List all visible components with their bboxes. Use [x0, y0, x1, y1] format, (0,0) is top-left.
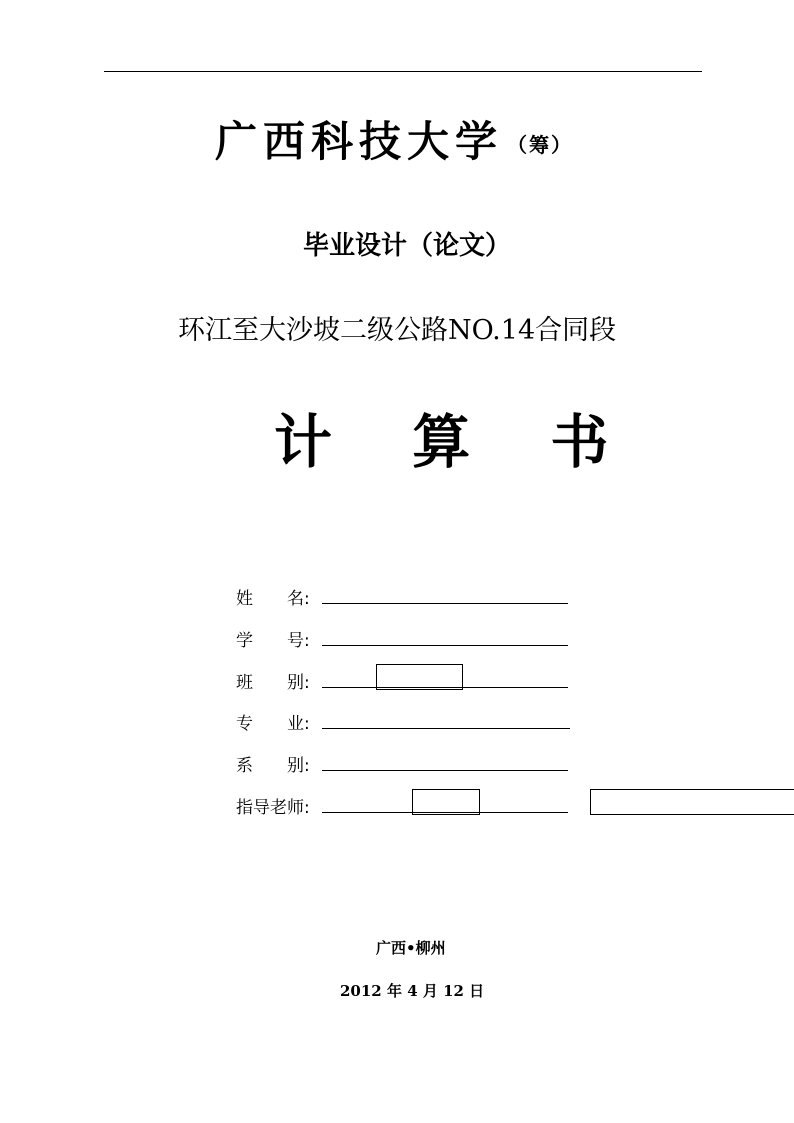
student-id-field[interactable]: [322, 645, 568, 646]
advisor-label: 指导老师:: [236, 798, 310, 818]
university-name-text: 广西科技大学: [215, 117, 504, 166]
footer-date: 2012 年 4 月 12 日: [340, 982, 485, 1000]
project-title: 环江至大沙坡二级公路NO.14合同段: [178, 315, 617, 346]
document-type: 毕业设计（论文）: [303, 231, 512, 261]
header-rule: [104, 71, 702, 72]
major-label: 专 业:: [236, 714, 310, 734]
department-label: 系 别:: [236, 756, 310, 776]
side-input-box[interactable]: [590, 789, 794, 815]
footer-place: 广西•柳州: [376, 939, 446, 957]
class-input-box[interactable]: [376, 664, 463, 690]
university-name: [215, 118, 573, 169]
department-field[interactable]: [322, 770, 568, 771]
advisor-input-box[interactable]: [412, 789, 480, 815]
name-label: 姓 名:: [236, 589, 310, 609]
class-label: 班 别:: [236, 673, 310, 693]
name-field[interactable]: [322, 603, 568, 604]
document-title: 计 算 书: [274, 408, 639, 476]
student-id-label: 学 号:: [236, 631, 310, 651]
major-field[interactable]: [322, 728, 570, 729]
university-suffix: （筹）: [507, 133, 574, 157]
